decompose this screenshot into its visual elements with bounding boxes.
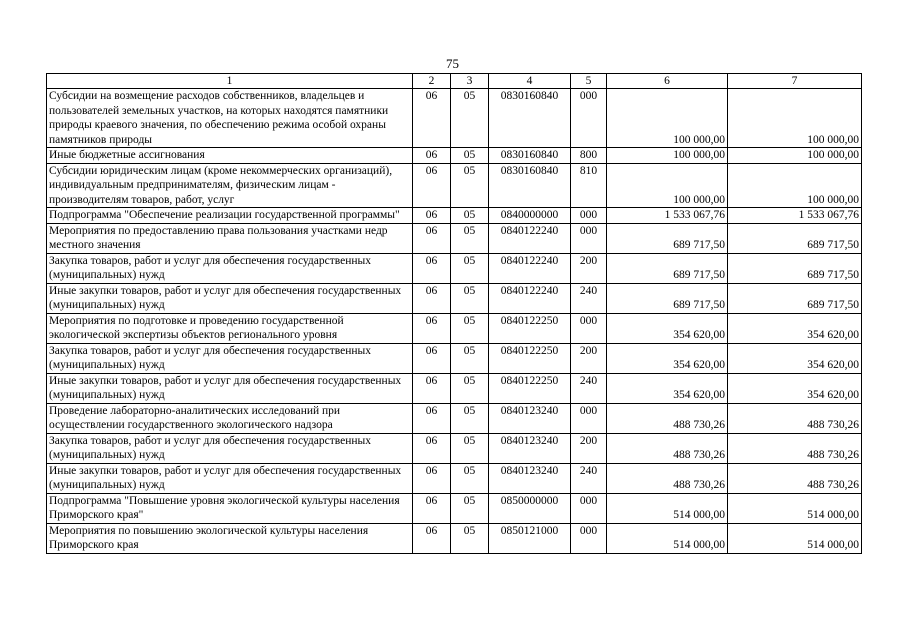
row-name-cell: Мероприятия по подготовке и проведению государственной экологической экспертизы объектов регионального уровня xyxy=(47,313,413,343)
column-header-4: 4 xyxy=(489,74,571,89)
row-name-cell: Проведение лабораторно-аналитических исследований при осуществлении государственного экологического надзора xyxy=(47,403,413,433)
row-name-cell: Субсидии юридическим лицам (кроме некоммерческих организаций), индивидуальным предпринимателям, физическим лицам - производителям товаров, работ, услуг xyxy=(47,163,413,208)
row-amount-cell: 514 000,00 xyxy=(728,523,862,553)
table-row xyxy=(47,523,862,553)
row-target-code-cell: 0830160840 xyxy=(489,148,571,164)
row-target-code-cell: 0840122240 xyxy=(489,253,571,283)
row-subsection-cell: 05 xyxy=(451,493,489,523)
row-amount-cell: 354 620,00 xyxy=(728,313,862,343)
row-amount-cell: 354 620,00 xyxy=(607,343,728,373)
row-expense-type-cell: 000 xyxy=(571,89,607,148)
row-section-cell: 06 xyxy=(413,223,451,253)
row-target-code-cell: 0850000000 xyxy=(489,493,571,523)
row-amount-cell: 689 717,50 xyxy=(607,223,728,253)
row-target-code-cell: 0840122250 xyxy=(489,343,571,373)
row-subsection-cell: 05 xyxy=(451,463,489,493)
row-subsection-cell: 05 xyxy=(451,283,489,313)
row-section-cell: 06 xyxy=(413,463,451,493)
row-section-cell: 06 xyxy=(413,403,451,433)
row-name-cell: Подпрограмма "Обеспечение реализации государственной программы" xyxy=(47,208,413,224)
row-target-code-cell: 0840122250 xyxy=(489,373,571,403)
table-row xyxy=(47,403,862,433)
table-row xyxy=(47,208,862,224)
row-amount-cell: 514 000,00 xyxy=(728,493,862,523)
row-amount-cell: 514 000,00 xyxy=(607,523,728,553)
row-amount-cell: 689 717,50 xyxy=(607,253,728,283)
row-expense-type-cell: 200 xyxy=(571,343,607,373)
row-section-cell: 06 xyxy=(413,313,451,343)
row-target-code-cell: 0840122250 xyxy=(489,313,571,343)
table-row xyxy=(47,373,862,403)
row-subsection-cell: 05 xyxy=(451,89,489,148)
column-header-1: 1 xyxy=(47,74,413,89)
row-amount-cell: 488 730,26 xyxy=(728,463,862,493)
row-name-cell: Иные бюджетные ассигнования xyxy=(47,148,413,164)
row-amount-cell: 354 620,00 xyxy=(607,373,728,403)
row-expense-type-cell: 200 xyxy=(571,253,607,283)
row-amount-cell: 100 000,00 xyxy=(728,148,862,164)
row-subsection-cell: 05 xyxy=(451,253,489,283)
row-amount-cell: 488 730,26 xyxy=(607,463,728,493)
row-amount-cell: 100 000,00 xyxy=(728,163,862,208)
row-amount-cell: 689 717,50 xyxy=(728,253,862,283)
row-target-code-cell: 0840122240 xyxy=(489,223,571,253)
row-section-cell: 06 xyxy=(413,89,451,148)
column-header-7: 7 xyxy=(728,74,862,89)
table-row xyxy=(47,433,862,463)
table-row xyxy=(47,493,862,523)
row-name-cell: Мероприятия по предоставлению права пользования участками недр местного значения xyxy=(47,223,413,253)
row-amount-cell: 689 717,50 xyxy=(728,283,862,313)
row-target-code-cell: 0830160840 xyxy=(489,163,571,208)
row-expense-type-cell: 240 xyxy=(571,463,607,493)
row-expense-type-cell: 000 xyxy=(571,223,607,253)
row-target-code-cell: 0840123240 xyxy=(489,433,571,463)
row-amount-cell: 689 717,50 xyxy=(728,223,862,253)
column-header-6: 6 xyxy=(607,74,728,89)
row-amount-cell: 100 000,00 xyxy=(607,89,728,148)
row-amount-cell: 1 533 067,76 xyxy=(607,208,728,224)
row-amount-cell: 514 000,00 xyxy=(607,493,728,523)
row-section-cell: 06 xyxy=(413,523,451,553)
table-row xyxy=(47,89,862,148)
row-target-code-cell: 0830160840 xyxy=(489,89,571,148)
row-section-cell: 06 xyxy=(413,163,451,208)
row-section-cell: 06 xyxy=(413,343,451,373)
row-expense-type-cell: 240 xyxy=(571,283,607,313)
row-name-cell: Иные закупки товаров, работ и услуг для обеспечения государственных (муниципальных) нужд xyxy=(47,463,413,493)
table-row xyxy=(47,283,862,313)
row-amount-cell: 488 730,26 xyxy=(607,403,728,433)
row-subsection-cell: 05 xyxy=(451,523,489,553)
row-section-cell: 06 xyxy=(413,283,451,313)
row-expense-type-cell: 000 xyxy=(571,313,607,343)
row-expense-type-cell: 000 xyxy=(571,523,607,553)
row-amount-cell: 100 000,00 xyxy=(728,89,862,148)
row-name-cell: Подпрограмма "Повышение уровня экологической культуры населения Приморского края" xyxy=(47,493,413,523)
row-amount-cell: 488 730,26 xyxy=(728,433,862,463)
column-header-3: 3 xyxy=(451,74,489,89)
row-expense-type-cell: 240 xyxy=(571,373,607,403)
column-header-2: 2 xyxy=(413,74,451,89)
row-section-cell: 06 xyxy=(413,373,451,403)
row-subsection-cell: 05 xyxy=(451,163,489,208)
table-row xyxy=(47,163,862,208)
row-section-cell: 06 xyxy=(413,148,451,164)
row-subsection-cell: 05 xyxy=(451,208,489,224)
row-amount-cell: 354 620,00 xyxy=(728,343,862,373)
row-name-cell: Иные закупки товаров, работ и услуг для обеспечения государственных (муниципальных) нужд xyxy=(47,373,413,403)
row-target-code-cell: 0840123240 xyxy=(489,463,571,493)
row-target-code-cell: 0840000000 xyxy=(489,208,571,224)
row-section-cell: 06 xyxy=(413,253,451,283)
row-target-code-cell: 0840122240 xyxy=(489,283,571,313)
row-expense-type-cell: 800 xyxy=(571,148,607,164)
row-expense-type-cell: 810 xyxy=(571,163,607,208)
row-expense-type-cell: 000 xyxy=(571,493,607,523)
row-amount-cell: 488 730,26 xyxy=(728,403,862,433)
row-subsection-cell: 05 xyxy=(451,223,489,253)
row-subsection-cell: 05 xyxy=(451,313,489,343)
table-row xyxy=(47,253,862,283)
row-name-cell: Закупка товаров, работ и услуг для обеспечения государственных (муниципальных) нужд xyxy=(47,253,413,283)
row-target-code-cell: 0850121000 xyxy=(489,523,571,553)
row-subsection-cell: 05 xyxy=(451,403,489,433)
row-amount-cell: 488 730,26 xyxy=(607,433,728,463)
row-section-cell: 06 xyxy=(413,208,451,224)
row-amount-cell: 354 620,00 xyxy=(607,313,728,343)
row-subsection-cell: 05 xyxy=(451,343,489,373)
row-amount-cell: 1 533 067,76 xyxy=(728,208,862,224)
row-expense-type-cell: 200 xyxy=(571,433,607,463)
page-number: 75 xyxy=(446,56,459,71)
table-row xyxy=(47,313,862,343)
table-row xyxy=(47,343,862,373)
row-name-cell: Иные закупки товаров, работ и услуг для обеспечения государственных (муниципальных) нужд xyxy=(47,283,413,313)
row-section-cell: 06 xyxy=(413,493,451,523)
row-amount-cell: 100 000,00 xyxy=(607,163,728,208)
row-amount-cell: 100 000,00 xyxy=(607,148,728,164)
table-row xyxy=(47,148,862,164)
row-subsection-cell: 05 xyxy=(451,148,489,164)
row-name-cell: Закупка товаров, работ и услуг для обеспечения государственных (муниципальных) нужд xyxy=(47,433,413,463)
row-name-cell: Субсидии на возмещение расходов собственников, владельцев и пользователей земельных участков, на которых находятся памятники природы краевого значения, по обеспечению режима особой охраны памятников природы xyxy=(47,89,413,148)
table-header-row xyxy=(47,74,862,89)
row-subsection-cell: 05 xyxy=(451,433,489,463)
row-name-cell: Мероприятия по повышению экологической культуры населения Приморского края xyxy=(47,523,413,553)
budget-table xyxy=(46,73,862,554)
row-amount-cell: 689 717,50 xyxy=(607,283,728,313)
row-name-cell: Закупка товаров, работ и услуг для обеспечения государственных (муниципальных) нужд xyxy=(47,343,413,373)
table-row xyxy=(47,463,862,493)
column-header-5: 5 xyxy=(571,74,607,89)
row-expense-type-cell: 000 xyxy=(571,208,607,224)
row-amount-cell: 354 620,00 xyxy=(728,373,862,403)
row-subsection-cell: 05 xyxy=(451,373,489,403)
table-row xyxy=(47,223,862,253)
row-section-cell: 06 xyxy=(413,433,451,463)
row-target-code-cell: 0840123240 xyxy=(489,403,571,433)
row-expense-type-cell: 000 xyxy=(571,403,607,433)
